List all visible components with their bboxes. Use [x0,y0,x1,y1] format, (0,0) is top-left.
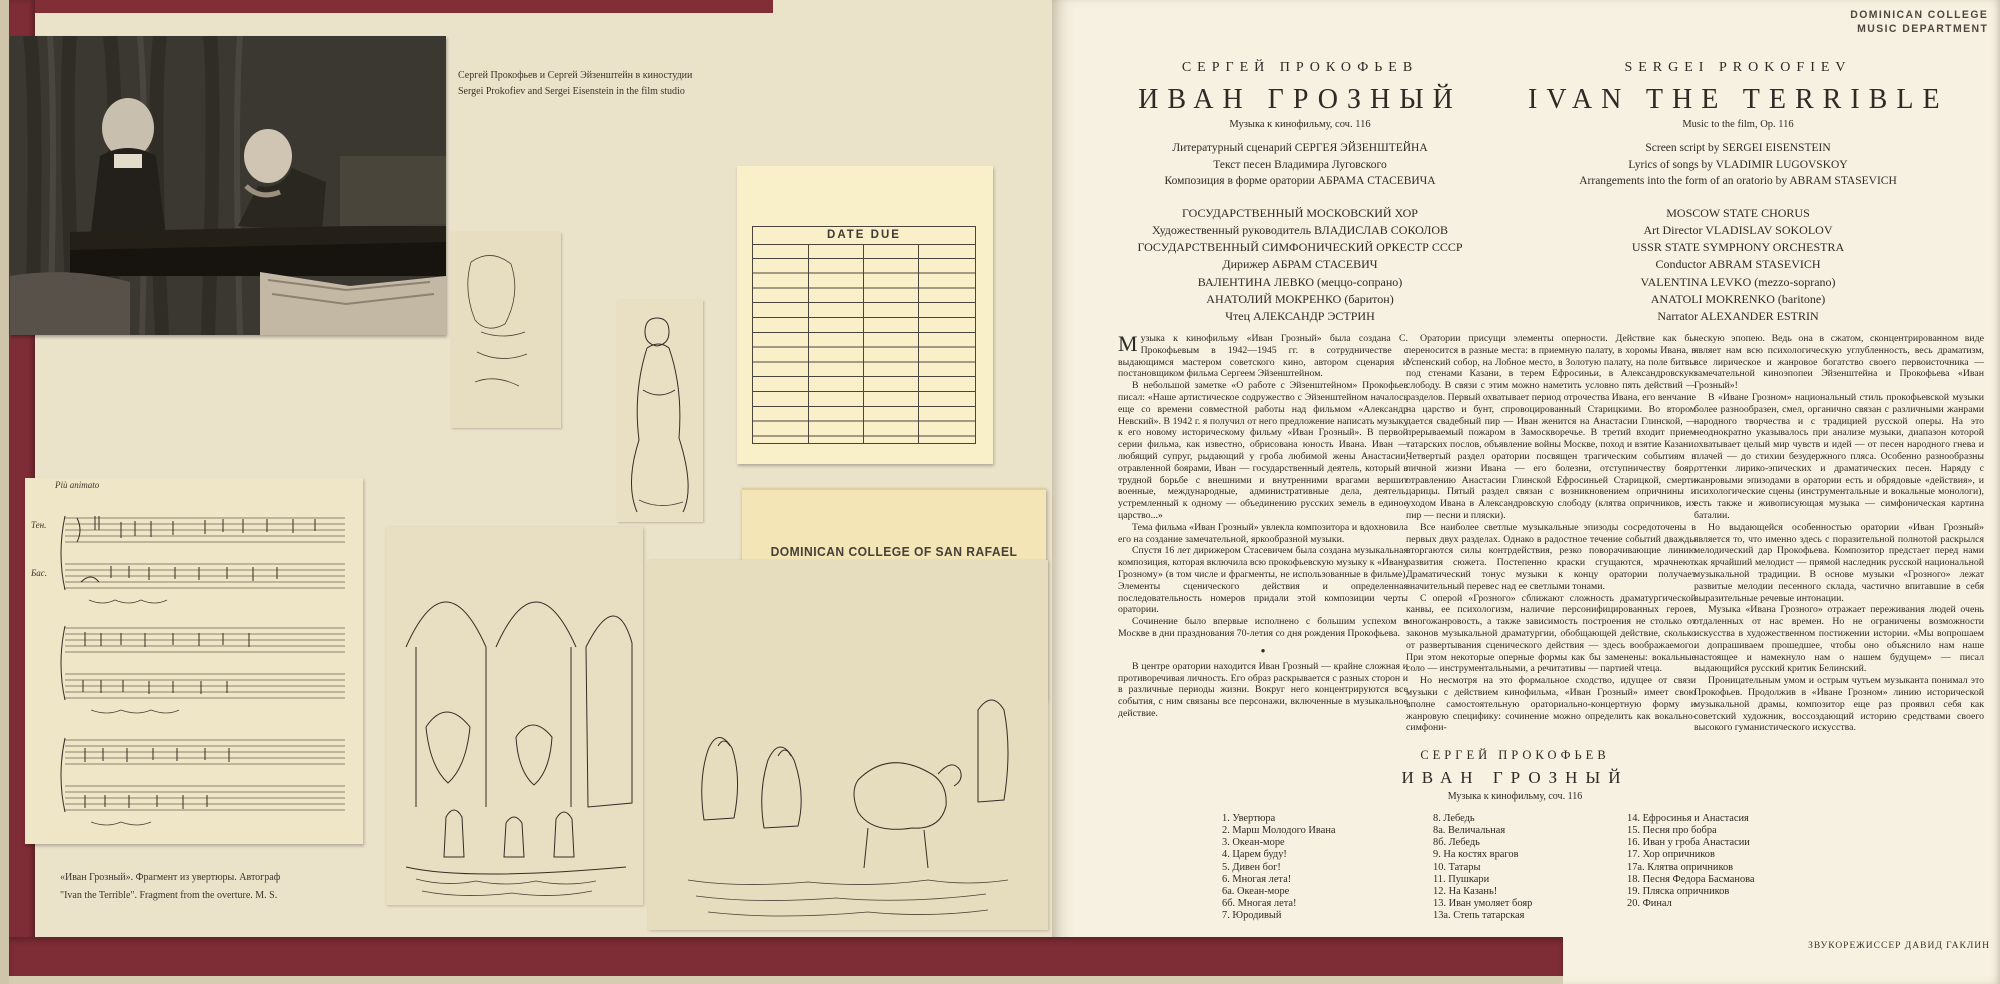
sketch-scrap [451,232,561,428]
track-item: 6. Многая лета! [1222,873,1292,885]
manuscript-tempo-marking: Più animato [55,480,100,490]
track-item: 6б. Многая лета! [1222,898,1297,910]
maroon-border-top [9,0,773,13]
track-item: 14. Ефросинья и Анастасия [1627,813,1749,824]
ru-performer-artdirector: Художественный руководитель ВЛАДИСЛАВ СОКОЛОВ [1151,222,1449,237]
track-item: 8. Лебедь [1433,813,1475,824]
en-performer-conductor: Conductor ABRAM STASEVICH [1655,257,1821,272]
track-item: 16. Иван у гроба Анастасии [1627,837,1750,849]
article-paragraph: Сочинение было впервые исполнено с большим успехом в Москве в дни празднования 70-летия со дня рождения Прокофьева. [1118,616,1408,639]
track-item: 6а. Океан-море [1222,885,1290,897]
en-performer-chorus: MOSCOW STATE CHORUS [1666,205,1810,220]
photo-caption-en: Sergei Prokofiev and Sergei Eisenstein in the film studio [458,86,685,97]
english-title-block [1528,60,1948,326]
track-item: 17а. Клятва опричников [1627,861,1734,873]
photo-caption-ru: Сергей Прокофьев и Сергей Эйзенштейн в киностудии [458,70,693,81]
track-item: 10. Татары [1433,861,1481,873]
ru-credit-screenplay: Литературный сценарий СЕРГЕЯ ЭЙЗЕНШТЕЙНА [1172,142,1428,154]
tracklist-column-3 [1627,813,1755,910]
en-performer-baritone: ANATOLI MOKRENKO (baritone) [1650,291,1826,306]
prokofiev-eisenstein-photo [10,36,446,335]
tracklist-title-block [1330,748,1700,802]
eisenstein-sketch-throne-room [386,527,643,905]
photo-caption [458,68,788,100]
ru-credit-lyrics: Текст песен Владимира Луговского [1213,158,1387,171]
library-stamp-line1: DOMINICAN COLLEGE [1849,9,1988,21]
article-paragraph: Все наиболее светлые музыкальные эпизоды сосредоточены в первых двух разделах. Однако в радостное течение событий дважды вторгаются силы контрдействия, резко поворачивающие линию развития сюжета. Постепенно краски сгущаются, мрачнеют. Драматический тонус музыки к концу оратории получает значительный перевес над ее светлыми тонами. [1406,521,1696,592]
article-paragraph: С оперой «Грозного» сближают сложность драматургической канвы, ее психологизм, наличие персонифицированных героев, многожанровость, а также зависимость построения не столько от законов музыкальной драматургии, обобщающей действие, сколько от развертывания сценического действия — здесь воображаемого. При этом некоторые оперные формы как бы заменены: вокальные соло — инструментальными, а речитативы — партией чтеца. [1406,592,1696,675]
en-credit-arrangement: Arrangements into the form of an oratorio by ABRAM STASEVICH [1579,175,1897,187]
eisenstein-sketch-oprichniki [648,560,1048,930]
track-item: 8а. Величальная [1433,825,1506,837]
date-due-header: DATE DUE [753,227,975,245]
en-performer-orchestra: USSR STATE SYMPHONY ORCHESTRA [1631,240,1845,255]
ru-subtitle: Музыка к кинофильму, соч. 116 [1229,119,1371,130]
sketch-a-drawing [386,527,643,905]
track-item: 20. Финал [1627,898,1672,910]
article-paragraph: Спустя 16 лет дирижером Стасевичем была создана музыкальная композиция, которая включила всю прокофьевскую музыку к «Ивану Грозному» (в том числе и фрагменты, не использованные в фильме). Элементы сценического действия и определенная последовательность номеров придали этой композиции черты оратории. [1118,545,1408,616]
article-column-2 [1406,333,1696,734]
track-item: 5. Дивен бог! [1222,861,1281,873]
article-column-1 [1118,333,1408,720]
en-credit-lyrics: Lyrics of songs by VLADIMIR LUGOVSKOY [1628,158,1848,171]
date-due-table [752,226,976,444]
date-due-card [737,166,993,464]
en-performer-mezzo: VALENTINA LEVKO (mezzo-soprano) [1640,274,1836,289]
library-stamp-corner [1850,8,1988,36]
ru-performer-conductor: Дирижер АБРАМ СТАСЕВИЧ [1222,257,1378,272]
article-column-3 [1694,333,1984,734]
en-composer: SERGEI PROKOFIEV [1624,60,1852,75]
ru-performer-orchestra: ГОСУДАРСТВЕННЫЙ СИМФОНИЧЕСКИЙ ОРКЕСТР СССР [1137,240,1463,255]
sketch-b-drawing [648,560,1048,930]
en-credit-screenplay: Screen script by SERGEI EISENSTEIN [1645,142,1831,154]
manuscript-caption-en: "Ivan the Terrible". Fragment from the overture. M. S. [60,890,278,901]
article-paragraph: Оратории присущи элементы оперности. Действие как бы переносится в разные места: в приемную палату, в хоромы Ивана, в Успенский собор, на Лобное место, в Золотую палату, на поле битвы под стенами Казани, в терем Ефросиньи, в Александровскую слободу. В связи с этим можно наметить условно пять действий — разделов. Первый охватывает период отрочества Ивана, его венчание на царство и бунт, спровоцированный Старицкими. Во втором дается свадебный пир — Иван женится на Анастасии Глинской, — прерываемый пожаром в Замоскворечье. В третий входит прием татарских послов, объявление войны Москве, поход и взятие Казани. Четвертый раздел оратории посвящен трагическим событиям в личной жизни Ивана — его болезни, отступничеству бояр, отравлению Анастасии Глинской Ефросиньей Старицкой, смерти царицы. Пятый раздел связан с возникновением опричнины и уходом Ивана в Александровскую слободу (клятва опричников, их пир — песни и пляски). [1406,333,1696,521]
ru-credit-arrangement: Композиция в форме оратории АБРАМА СТАСЕВИЧА [1164,175,1436,187]
track-item: 18. Песня Федора Басманова [1627,873,1755,885]
tracklist-composer: СЕРГЕЙ ПРОКОФЬЕВ [1420,748,1610,762]
article-paragraph: В центре оратории находится Иван Грозный — крайне сложная и противоречивая личность. Его образ раскрывается с разных сторон и в различные периоды жизни. Вокруг него концентрируются все события, с ним связаны все персонажи, включенные в музыкальное действие. [1118,660,1408,719]
photo-image [10,36,446,335]
track-item: 3. Океан-море [1222,837,1285,849]
track-item: 13. Иван умоляет бояр [1433,898,1533,910]
track-item: 9. На костях врагов [1433,849,1519,861]
ru-performer-mezzo: ВАЛЕНТИНА ЛЕВКО (меццо-сопрано) [1197,274,1403,289]
track-item: 4. Царем буду! [1222,849,1287,861]
tracklist-column-1 [1222,813,1336,922]
tracklist-title: ИВАН ГРОЗНЫЙ [1401,768,1629,787]
track-item: 15. Песня про бобра [1627,825,1717,837]
en-performer-narrator: Narrator ALEXANDER ESTRIN [1657,309,1819,324]
manuscript-drawing [25,478,363,844]
tracklist-subtitle: Музыка к кинофильму, соч. 116 [1447,791,1583,802]
ru-performer-narrator: Чтец АЛЕКСАНДР ЭСТРИН [1225,309,1375,324]
manuscript-label-tenor: Тен. [31,520,47,530]
article-paragraph: Но выдающейся особенностью оратории «Иван Грозный» является то, что именно здесь с поразительной полнотой раскрылся мелодический дар Прокофьева. Композитор предстает перед нами как ярчайший мелодист — прямой наследник русской национальной музыкальной традиции. В основе музыки «Грозного» лежат развитые мелодии песенного склада, частично впитавшие в себя выразительные речевые интонации. [1694,521,1984,604]
russian-title-block [1090,60,1510,326]
page-edge-left [0,0,9,984]
ru-performer-chorus: ГОСУДАРСТВЕННЫЙ МОСКОВСКИЙ ХОР [1182,205,1418,220]
date-due-grid [753,244,975,443]
sound-engineer-credit: ЗВУКОРЕЖИССЕР ДАВИД ГАКЛИН [1808,941,1990,951]
article-paragraph: В небольшой заметке «О работе с Эйзенштейном» Прокофьев писал: «Наше артистическое содружество с Эйзенштейном началось еще со времени совместной работы над фильмом «Александр Невский». В 1942 г. я получил от него предложение написать музыку к его новому историческому фильму «Иван Грозный». В первой серии фильма, как известно, обрисована юность Ивана. Иван — любящий супруг, рыдающий у гроба любимой жены Анастасии, отравленной боярами, Иван — государственный деятель, который в трудной борьбе с внешними и внутренними врагами вершит военные, международные, административные дела, деятель, устремленный к одному — объединению русских земель в единое царство...» [1118,380,1408,521]
manuscript-caption [60,869,390,905]
track-item: 1. Увертюра [1222,813,1276,824]
pocket-stamp-line1: DOMINICAN COLLEGE OF SAN RAFAEL [770,544,1018,559]
article-paragraph: Но несмотря на это формальное сходство, идущее от связи музыки с действием кинофильма, «Иван Грозный» имеет свою вполне самостоятельную ораториально-концертную форму и жанровую специфику: сочинение можно определить как вокально-симфони- [1406,675,1696,734]
manuscript-label-bass: Бас. [31,568,48,578]
track-item: 2. Марш Молодого Ивана [1222,825,1336,837]
en-subtitle: Music to the film, Op. 116 [1682,119,1794,130]
ru-composer: СЕРГЕЙ ПРОКОФЬЕВ [1181,60,1419,75]
track-item: 12. На Казань! [1433,885,1498,897]
article-paragraph: ческую эпопею. Ведь она в сжатом, сконцентрированном виде являет нам всю психологическую углубленность, весь драматизм, все лирическое и жанровое богатство своего первоисточника — замечательной киноэпопеи Эйзенштейна и Прокофьева «Иван Грозный»! [1694,333,1984,392]
track-item: 11. Пушкари [1433,873,1490,885]
tracklist-column-2 [1433,813,1532,922]
article-paragraph: Музыка к кинофильму «Иван Грозный» была создана С. Прокофьевым в 1942—1945 гг. в сотрудничестве с выдающимся мастером советского кино, автором сценария и постановщиком фильма Сергеем Эйзенштейном. [1118,331,1408,380]
en-performer-artdirector: Art Director VLADISLAV SOKOLOV [1643,222,1833,237]
track-item: 7. Юродивый [1222,910,1282,922]
section-separator: ● [1260,645,1266,655]
page-edge-bottom [9,976,1563,984]
ru-album-title: ИВАН ГРОЗНЫЙ [1138,84,1462,115]
article-paragraph: Музыка «Ивана Грозного» отражает переживания людей очень отдаленных от нас времен. Но не ограничены возможности искусства в художественном постижении истории. «Мы вопрошаем и допрашиваем прошедшее, чтобы оно объяснило нам наше настоящее и намекнуло нам о нашем будущем» — писал выдающийся русский критик Белинский. [1694,604,1984,675]
sketch-figure-drawing [617,300,703,522]
ru-performer-baritone: АНАТОЛИЙ МОКРЕНКО (баритон) [1206,291,1394,306]
track-item: 19. Пляска опричников [1627,885,1730,897]
library-stamp-line2: MUSIC DEPARTMENT [1856,23,1988,35]
track-item: 13а. Степь татарская [1433,910,1525,922]
en-album-title: IVAN THE TERRIBLE [1528,84,1949,115]
manuscript-caption-ru: «Иван Грозный». Фрагмент из увертюры. Автограф [60,872,281,883]
article-paragraph: Проницательным умом и острым чутьем музыканта понимал это Прокофьев. Продолжив в «Иване Грозном» линию исторической музыкальной драмы, композитор еще раз проявил себя как советский художник, воссоздающий историю средствами своего высокого гуманистического искусства. [1694,675,1984,734]
track-item: 17. Хор опричников [1627,849,1715,861]
sketch-figure [617,300,703,522]
manuscript-photo [25,478,363,844]
article-paragraph: Тема фильма «Иван Грозный» увлекла композитора и вдохновила его на создание замечательной, яркообразной музыки. [1118,521,1408,545]
track-item: 8б. Лебедь [1433,837,1480,849]
article-paragraph: В «Иване Грозном» национальный стиль прокофьевской музыки более разнообразен, смел, органично связан с различными жанрами народного творчества и с традицией русской оперы. На это неоднократно указывалось при анализе музыки, диапазон которой охватывает целый мир чувств и идей — от песен народного гнева и плачей — до стихии безудержного пляса. Особенно разнообразны оттенки лирико-эпических и драматических песен. Наряду с жанровыми эпизодами в оратории есть и обрядовые «действия», и психологические сцены (инструментальные и вокальные монологи), есть также и живописующая музыка — симфоническая картина баталии. [1694,391,1984,521]
sketch-scrap-drawing [451,232,561,428]
maroon-border-bottom [9,937,1563,976]
